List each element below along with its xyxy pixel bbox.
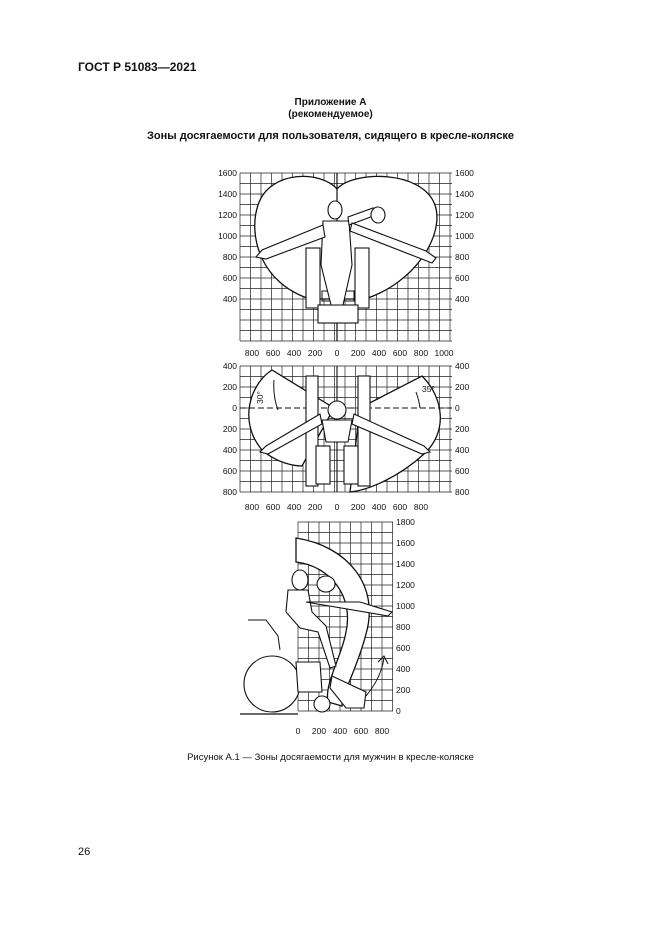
side-y-tick: 1200	[396, 580, 415, 590]
top-x-tick: 1000	[434, 348, 454, 358]
top-x-tick: 200	[350, 348, 366, 358]
top-x-tick: 0	[334, 348, 340, 358]
bottom-figure-side-view	[238, 516, 423, 740]
top-x-tick: 400	[286, 348, 302, 358]
middle-y-tick-left: 400	[222, 361, 237, 371]
middle-y-tick-right: 800	[455, 487, 470, 497]
top-y-tick-left: 1400	[218, 189, 237, 199]
middle-y-tick-left: 0	[232, 403, 237, 413]
side-y-tick: 1600	[396, 538, 415, 548]
side-y-tick: 1800	[396, 517, 415, 527]
angle-label-left: 30°	[255, 391, 265, 404]
top-y-tick-right: 1400	[455, 189, 474, 199]
annex-title: Приложение А	[294, 97, 367, 108]
top-y-tick-left: 400	[222, 294, 237, 304]
top-x-tick: 200	[307, 348, 323, 358]
middle-y-tick-right: 400	[455, 361, 470, 371]
top-y-tick-left: 1200	[218, 210, 237, 220]
standard-header: ГОСТ Р 51083—2021	[78, 60, 197, 74]
side-y-tick: 800	[396, 622, 411, 632]
top-x-tick: 800	[244, 348, 260, 358]
middle-y-tick-right: 200	[455, 382, 470, 392]
middle-x-tick: 200	[350, 502, 366, 512]
middle-x-tick: 400	[371, 502, 387, 512]
top-x-tick: 600	[392, 348, 408, 358]
middle-figure-top-view	[210, 362, 470, 514]
middle-x-tick: 800	[244, 502, 260, 512]
middle-x-tick: 800	[413, 502, 429, 512]
side-y-tick: 600	[396, 643, 411, 653]
middle-y-tick-left: 400	[222, 445, 237, 455]
top-x-tick: 400	[371, 348, 387, 358]
middle-x-tick: 400	[286, 502, 302, 512]
side-x-tick: 200	[311, 726, 327, 736]
middle-x-tick: 0	[334, 502, 340, 512]
side-y-tick: 200	[396, 685, 411, 695]
top-y-tick-right: 600	[455, 273, 470, 283]
middle-x-tick: 600	[265, 502, 281, 512]
middle-x-tick: 200	[307, 502, 323, 512]
top-figure-front-view	[210, 165, 474, 360]
top-y-tick-right: 1200	[455, 210, 474, 220]
side-y-tick: 400	[396, 664, 411, 674]
top-y-tick-left: 1600	[218, 168, 237, 178]
middle-y-tick-left: 800	[222, 487, 237, 497]
middle-y-tick-right: 200	[455, 424, 470, 434]
side-y-tick: 1000	[396, 601, 415, 611]
middle-y-tick-right: 0	[455, 403, 460, 413]
middle-y-tick-right: 400	[455, 445, 470, 455]
figure-caption: Рисунок А.1 — Зоны досягаемости для мужчин в кресле-коляске	[187, 752, 474, 763]
top-y-tick-left: 1000	[218, 231, 237, 241]
section-title: Зоны досягаемости для пользователя, сидящего в кресле-коляске	[147, 130, 514, 142]
annex-status: (рекомендуемое)	[288, 109, 373, 120]
middle-y-tick-left: 200	[222, 424, 237, 434]
top-y-tick-right: 800	[455, 252, 470, 262]
top-x-tick: 600	[265, 348, 281, 358]
side-x-tick: 0	[295, 726, 301, 736]
middle-x-tick: 600	[392, 502, 408, 512]
side-x-tick: 400	[332, 726, 348, 736]
side-x-tick: 800	[374, 726, 390, 736]
angle-label-right: 35°	[422, 384, 435, 394]
middle-y-tick-left: 200	[222, 382, 237, 392]
middle-y-tick-left: 600	[222, 466, 237, 476]
page-number: 26	[78, 846, 91, 858]
top-y-tick-right: 400	[455, 294, 470, 304]
side-y-tick: 0	[396, 706, 401, 716]
side-x-tick: 600	[353, 726, 369, 736]
side-wheelchair	[244, 620, 330, 712]
top-x-tick: 800	[413, 348, 429, 358]
top-y-tick-right: 1600	[455, 168, 474, 178]
top-y-tick-left: 800	[222, 252, 237, 262]
side-y-tick: 1400	[396, 559, 415, 569]
top-y-tick-right: 1000	[455, 231, 474, 241]
annex-heading	[0, 97, 661, 121]
middle-y-tick-right: 600	[455, 466, 470, 476]
top-y-tick-left: 600	[222, 273, 237, 283]
